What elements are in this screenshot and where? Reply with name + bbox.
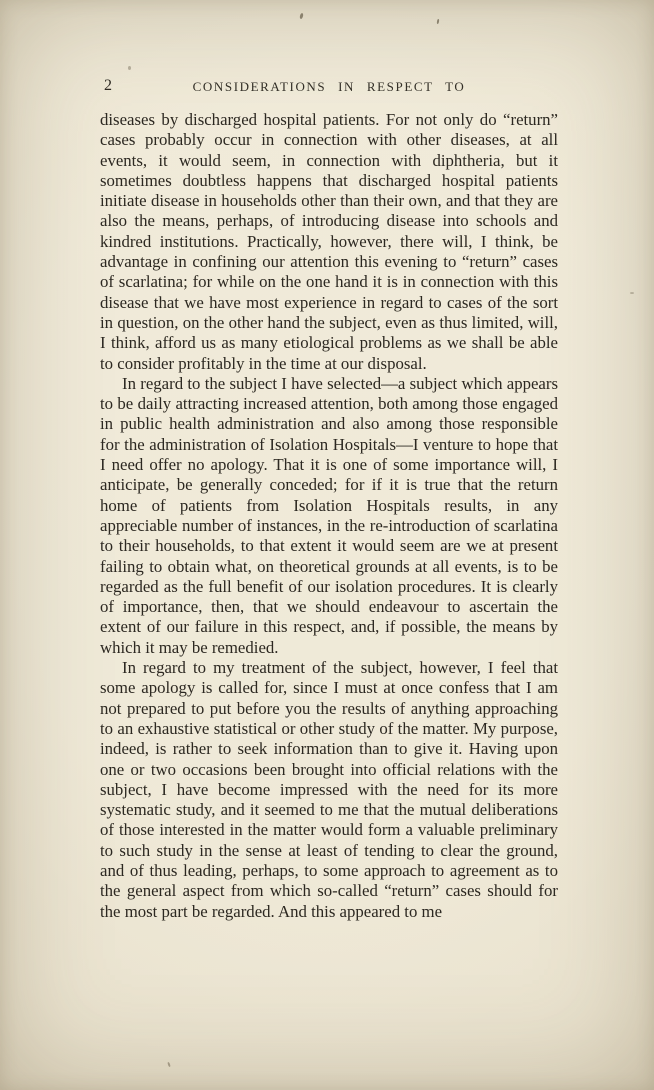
paragraph-2: In regard to the subject I have selected—a subject which appears to be daily attracting increased attention, both among those engaged in public health administration and also among those responsible for the administration of Isolation Hospitals—I venture to hope that I need offer no apology. That it is one of some importance will, I anticipate, be generally conceded; for if it is true that the return home of patients from Isolation Hospitals results, in any appreciable number of instances, in the re-introduction of scarlatina to their households, to that extent it would seem are we at present failing to obtain what, on theoretical grounds at all events, is to be regarded as the full benefit of our isolation procedures. It is clearly of importance, then, that we should endeavour to ascertain the extent of our failure in this respect, and, if possible, the means by which it may be remedied.: [100, 373, 558, 657]
page-body: [100, 110, 558, 922]
running-header-title: CONSIDERATIONS IN RESPECT TO: [192, 79, 466, 94]
scan-artifact: [299, 13, 303, 20]
page-number: 2: [104, 77, 112, 94]
scan-artifact: [630, 292, 634, 294]
paragraph-1: diseases by discharged hospital patients. For not only do “return” cases probably occur in connection with other diseases, at all events, it would seem, in connection with diphtheria, but it sometimes doubtless happens that discharged hospital patients initiate disease in households other than their own, and that they are also the means, perhaps, of introducing disease into schools and kindred institutions. Practically, however, there will, I think, be advantage in confining our attention this evening to “return” cases of scarlatina; for while on the one hand it is in connection with this disease that we have most experience in regard to cases of the sort in question, on the other hand the subject, even as thus limited, will, I think, afford us as many etiological problems as we shall be able to consider profitably in the time at our disposal.: [100, 110, 558, 373]
scan-artifact: [128, 66, 131, 70]
scan-artifact: [437, 19, 440, 24]
running-head: [100, 77, 558, 99]
paragraph-3: In regard to my treatment of the subject, however, I feel that some apology is called for, since I must at once confess that I am not prepared to put before you the results of anything approaching to an exhaustive statistical or other study of the matter. My purpose, indeed, is rather to seek information than to give it. Having upon one or two occasions been brought into official relations with the subject, I have become impressed with the need for its more systematic study, and it seemed to me that the mutual deliberations of those interested in the matter would form a valuable preliminary to such study in the sense at least of tending to clear the ground, and of thus leading, perhaps, to some approach to agreement as to the general aspect from which so-called “return” cases should for the most part be regarded. And this appeared to me: [100, 658, 558, 921]
scan-artifact: [167, 1062, 171, 1067]
